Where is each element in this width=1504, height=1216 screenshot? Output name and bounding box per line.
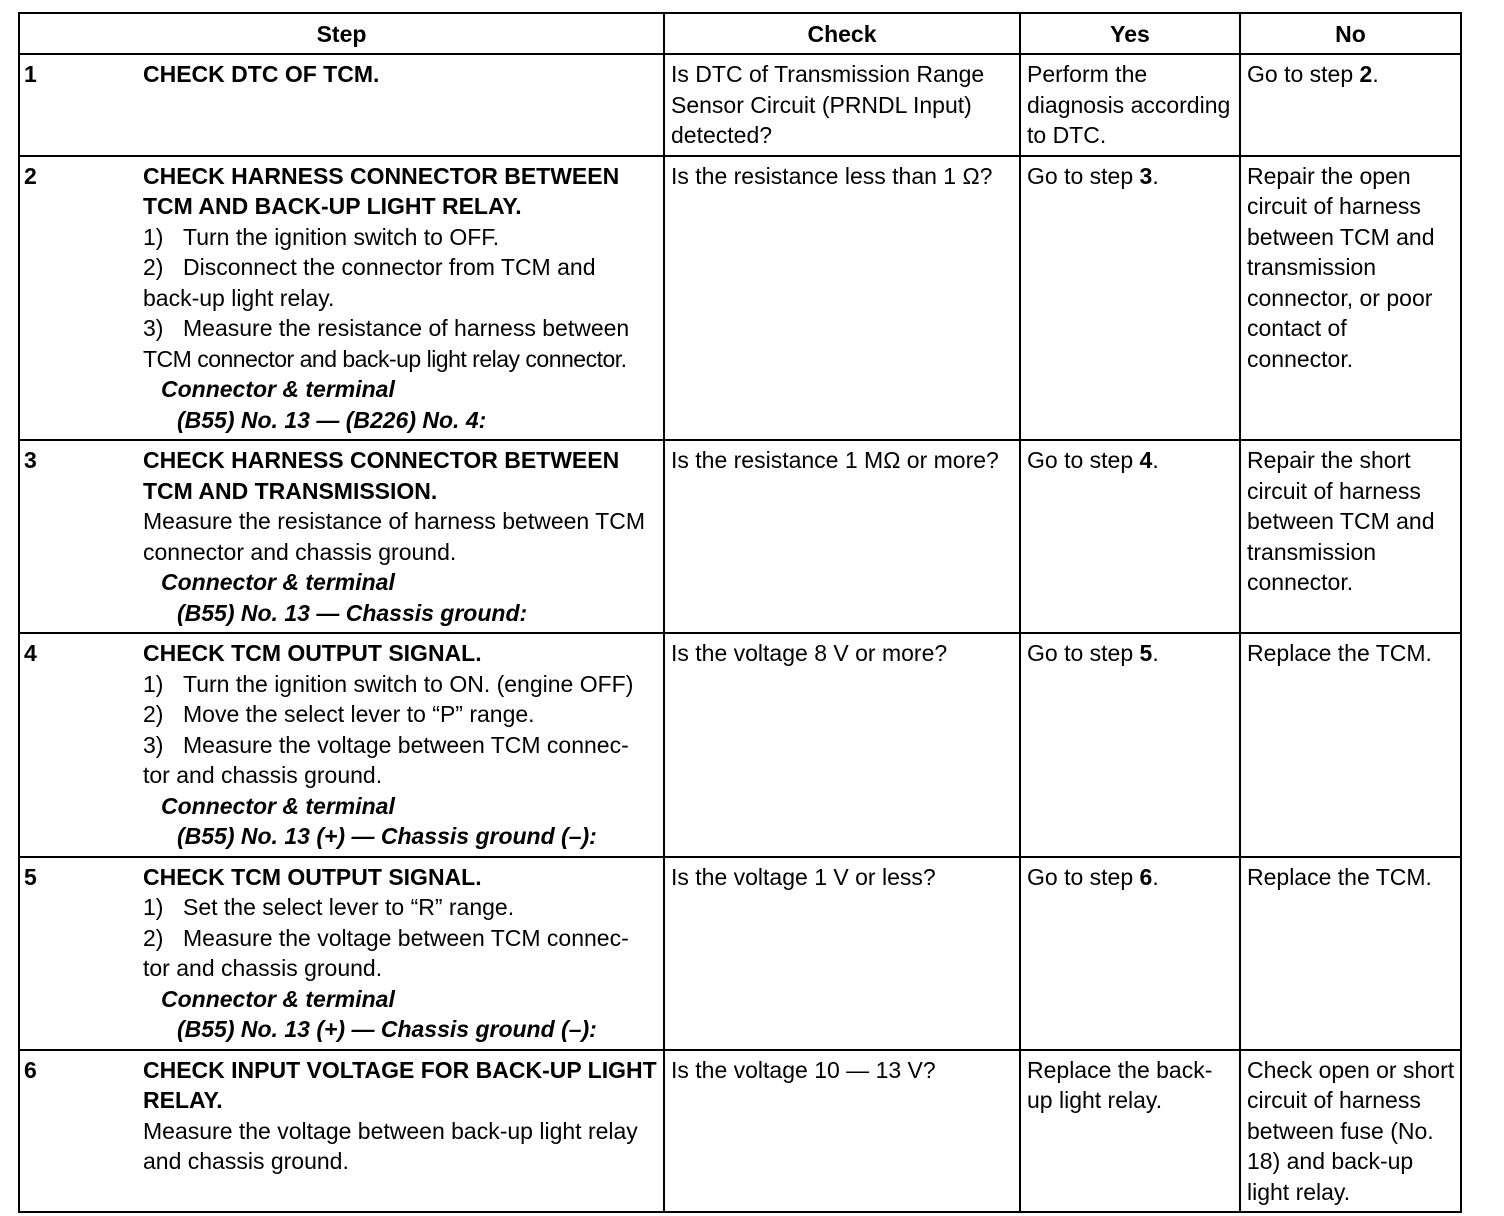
- header-step: Step: [19, 13, 664, 54]
- check-cell: Is the voltage 1 V or less?: [664, 857, 1020, 1050]
- step-title: CHECK HARNESS CONNECTOR BETWEEN TCM AND BACK-UP LIGHT RELAY.: [143, 162, 620, 219]
- connector-terminal-label: Connector & terminal: [161, 985, 395, 1012]
- step-item-cont: TCM connector and back-up light relay connector.: [143, 345, 627, 372]
- step-item: 3) Measure the resistance of harness between: [143, 315, 630, 341]
- step-cell: [139, 633, 664, 857]
- step-title: CHECK TCM OUTPUT SIGNAL.: [143, 640, 482, 666]
- connector-terminal-label: Connector & terminal: [161, 376, 395, 402]
- step-number: 6: [19, 1050, 139, 1213]
- step-item: 1) Turn the ignition switch to OFF.: [143, 223, 500, 250]
- check-cell: Is the resistance less than 1 Ω?: [664, 156, 1020, 441]
- header-row: [19, 13, 1461, 54]
- step-item-cont: tor and chassis ground.: [143, 955, 383, 981]
- step-item: 1) Set the select lever to “R” range.: [143, 894, 515, 920]
- step-item: 2) Disconnect the connector from TCM and: [143, 254, 596, 280]
- step-title: CHECK DTC OF TCM.: [143, 61, 380, 87]
- step-body: Measure the voltage between back-up light relay and chassis ground.: [143, 1117, 638, 1174]
- check-cell: Is the voltage 10 — 13 V?: [664, 1050, 1020, 1213]
- table-row: [19, 633, 1461, 857]
- no-cell: Replace the TCM.: [1240, 633, 1461, 857]
- step-title: CHECK INPUT VOLTAGE FOR BACK-UP LIGHT RELAY.: [143, 1056, 657, 1113]
- step-cell: [139, 1050, 664, 1213]
- step-number: 1: [19, 54, 139, 156]
- table-row: [19, 54, 1461, 156]
- connector-terminal-label: Connector & terminal: [161, 792, 395, 819]
- step-item: 3) Measure the voltage between TCM connec-: [143, 731, 629, 758]
- step-item: 2) Move the select lever to “P” range.: [143, 701, 535, 727]
- diagnosis-table: [18, 12, 1462, 1213]
- header-check: Check: [664, 13, 1020, 54]
- table-row: [19, 857, 1461, 1050]
- step-number: 4: [19, 633, 139, 857]
- step-body: Measure the resistance of harness between TCM connector and chassis ground.: [143, 508, 645, 565]
- connector-terminal-value: (B55) No. 13 — Chassis ground:: [177, 599, 528, 626]
- yes-cell: Perform the diagnosis according to DTC.: [1020, 54, 1240, 156]
- no-step-ref: 2: [1359, 61, 1373, 87]
- no-text: Go to step: [1247, 61, 1360, 87]
- yes-step-ref: 5: [1139, 640, 1153, 666]
- connector-terminal-value: (B55) No. 13 (+) — Chassis ground (–):: [177, 823, 597, 849]
- step-title: CHECK TCM OUTPUT SIGNAL.: [143, 863, 482, 890]
- step-number: 5: [19, 857, 139, 1050]
- yes-cell: Go to step 4.: [1020, 440, 1240, 633]
- step-title: CHECK HARNESS CONNECTOR BETWEEN TCM AND TRANSMISSION.: [143, 447, 620, 504]
- table-row: [19, 1050, 1461, 1213]
- yes-step-ref: 3: [1139, 162, 1153, 189]
- connector-terminal-value: (B55) No. 13 (+) — Chassis ground (–):: [177, 1016, 597, 1042]
- step-item-cont: back-up light relay.: [143, 284, 335, 311]
- no-cell: Replace the TCM.: [1240, 857, 1461, 1050]
- connector-terminal-value: (B55) No. 13 — (B226) No. 4:: [177, 406, 487, 433]
- yes-step-ref: 6: [1139, 863, 1153, 890]
- table-row: [19, 440, 1461, 633]
- no-cell: Repair the open circuit of harness between TCM and transmission connector, or poor contact of connector.: [1240, 156, 1461, 441]
- header-yes: Yes: [1020, 13, 1240, 54]
- yes-cell: Replace the back-up light relay.: [1020, 1050, 1240, 1213]
- yes-cell: Go to step 6.: [1020, 857, 1240, 1050]
- connector-terminal-label: Connector & terminal: [161, 569, 395, 595]
- step-item: 2) Measure the voltage between TCM connec-: [143, 924, 629, 951]
- yes-cell: Go to step 5.: [1020, 633, 1240, 857]
- step-number: 2: [19, 156, 139, 441]
- step-number: 3: [19, 440, 139, 633]
- no-cell: [1240, 54, 1461, 156]
- no-cell: Repair the short circuit of harness between TCM and transmission connector.: [1240, 440, 1461, 633]
- step-cell: [139, 440, 664, 633]
- step-item: 1) Turn the ignition switch to ON. (engine OFF): [143, 670, 634, 697]
- step-item-cont: tor and chassis ground.: [143, 762, 383, 788]
- header-no: No: [1240, 13, 1461, 54]
- table-row: [19, 156, 1461, 441]
- step-cell: [139, 857, 664, 1050]
- yes-step-ref: 4: [1139, 447, 1153, 473]
- no-cell: Check open or short circuit of harness between fuse (No. 18) and back-up light relay.: [1240, 1050, 1461, 1213]
- yes-cell: Go to step 3.: [1020, 156, 1240, 441]
- check-cell: Is DTC of Transmission Range Sensor Circuit (PRNDL Input) detected?: [664, 54, 1020, 156]
- step-cell: [139, 156, 664, 441]
- step-cell: [139, 54, 664, 156]
- check-cell: Is the resistance 1 MΩ or more?: [664, 440, 1020, 633]
- no-suffix: .: [1372, 61, 1379, 87]
- check-cell: Is the voltage 8 V or more?: [664, 633, 1020, 857]
